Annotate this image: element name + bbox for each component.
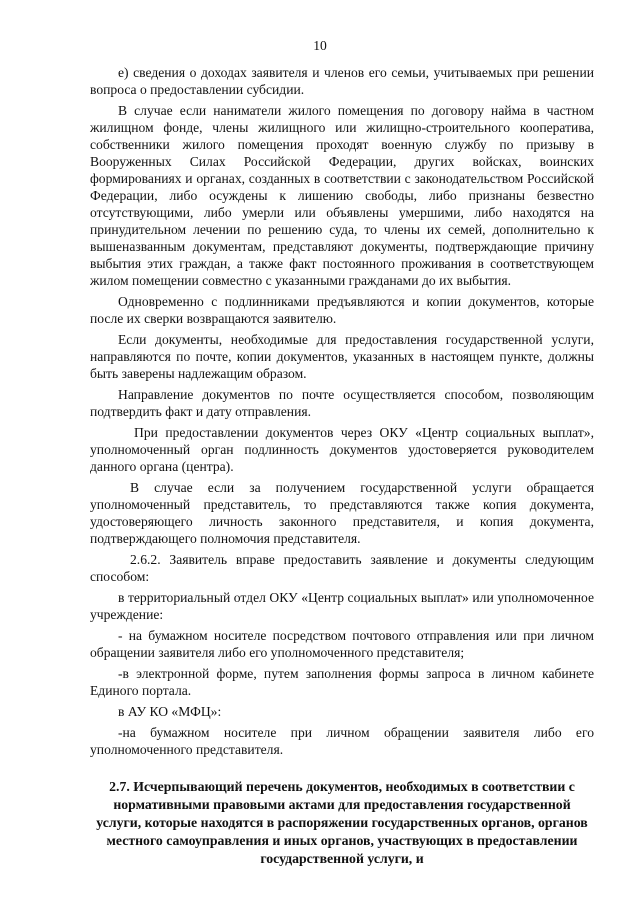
page-number: 10 bbox=[313, 38, 327, 53]
paragraph-mfc: в АУ КО «МФЦ»: bbox=[118, 704, 222, 719]
paragraph-mail-copies: Если документы, необходимые для предоставления государственной услуги, направляются по почте, копии документов, указанных в настоящем пункте, должны быть заверены надлежащим образом. bbox=[90, 332, 594, 381]
paragraph-mfc-paper: -на бумажном носителе при личном обращении заявителя либо его уполномоченного представителя. bbox=[90, 725, 594, 757]
paragraph-paper-carrier: - на бумажном носителе посредством почтового отправления или при личном обращении заявителя либо его уполномоченного представителя; bbox=[90, 628, 594, 660]
paragraph-2-6-2: 2.6.2. Заявитель вправе предоставить заявление и документы следующим способом: bbox=[90, 552, 594, 584]
paragraph-originals-copies: Одновременно с подлинниками предъявляются и копии документов, которые после их сверки возвращаются заявителю. bbox=[90, 294, 594, 326]
paragraph-mail-method: Направление документов по почте осуществляется способом, позволяющим подтвердить факт и дату отправления. bbox=[90, 387, 594, 419]
paragraph-military-service: В случае если наниматели жилого помещения по договору найма в частном жилищном фонде, члены жилищного или жилищно-строительного кооператива, собственники жилого помещения проходят военную службу по призыву в Вооруженных Силах Российской Федерации, других войсках, воинских формированиях и органах, созданных в соответствии с законодательством Российской Федерации, либо осуждены к лишению свободы, либо признаны безвестно отсутствующими, либо умерли или объявлены умершими, либо находятся на принудительном лечении по решению суда, то члены их семей, дополнительно к вышеназванным документам, представляют документы, подтверждающие причину выбытия этих граждан, а также факт постоянного проживания в соответствующем жилом помещении совместно с указанными гражданами до их выбытия. bbox=[90, 103, 594, 288]
document-body bbox=[90, 64, 594, 868]
section-heading-2-7: 2.7. Исчерпывающий перечень документов, необходимых в соответствии с нормативными правовыми актами для предоставления государственной услуги, которые находятся в распоряжении государственных органов, органов местного самоуправления и иных органов, участвующих в предоставлении государственной услуги, и bbox=[96, 779, 588, 866]
paragraph-oku-authentication: При предоставлении документов через ОКУ «Центр социальных выплат», уполномоченный орган подлинность документов удостоверяется руководителем данного органа (центра). bbox=[90, 425, 594, 474]
paragraph-income-info: е) сведения о доходах заявителя и членов его семьи, учитываемых при решении вопроса о предоставлении субсидии. bbox=[90, 65, 594, 97]
paragraph-electronic-form: -в электронной форме, путем заполнения формы запроса в личном кабинете Единого портала. bbox=[90, 666, 594, 698]
paragraph-representative: В случае если за получением государственной услуги обращается уполномоченный представитель, то представляются также копия документа, удостоверяющего личность законного представителя, и копия документа, подтверждающего полномочия представителя. bbox=[90, 480, 594, 546]
paragraph-territorial-office: в территориальный отдел ОКУ «Центр социальных выплат» или уполномоченное учреждение: bbox=[90, 590, 594, 622]
